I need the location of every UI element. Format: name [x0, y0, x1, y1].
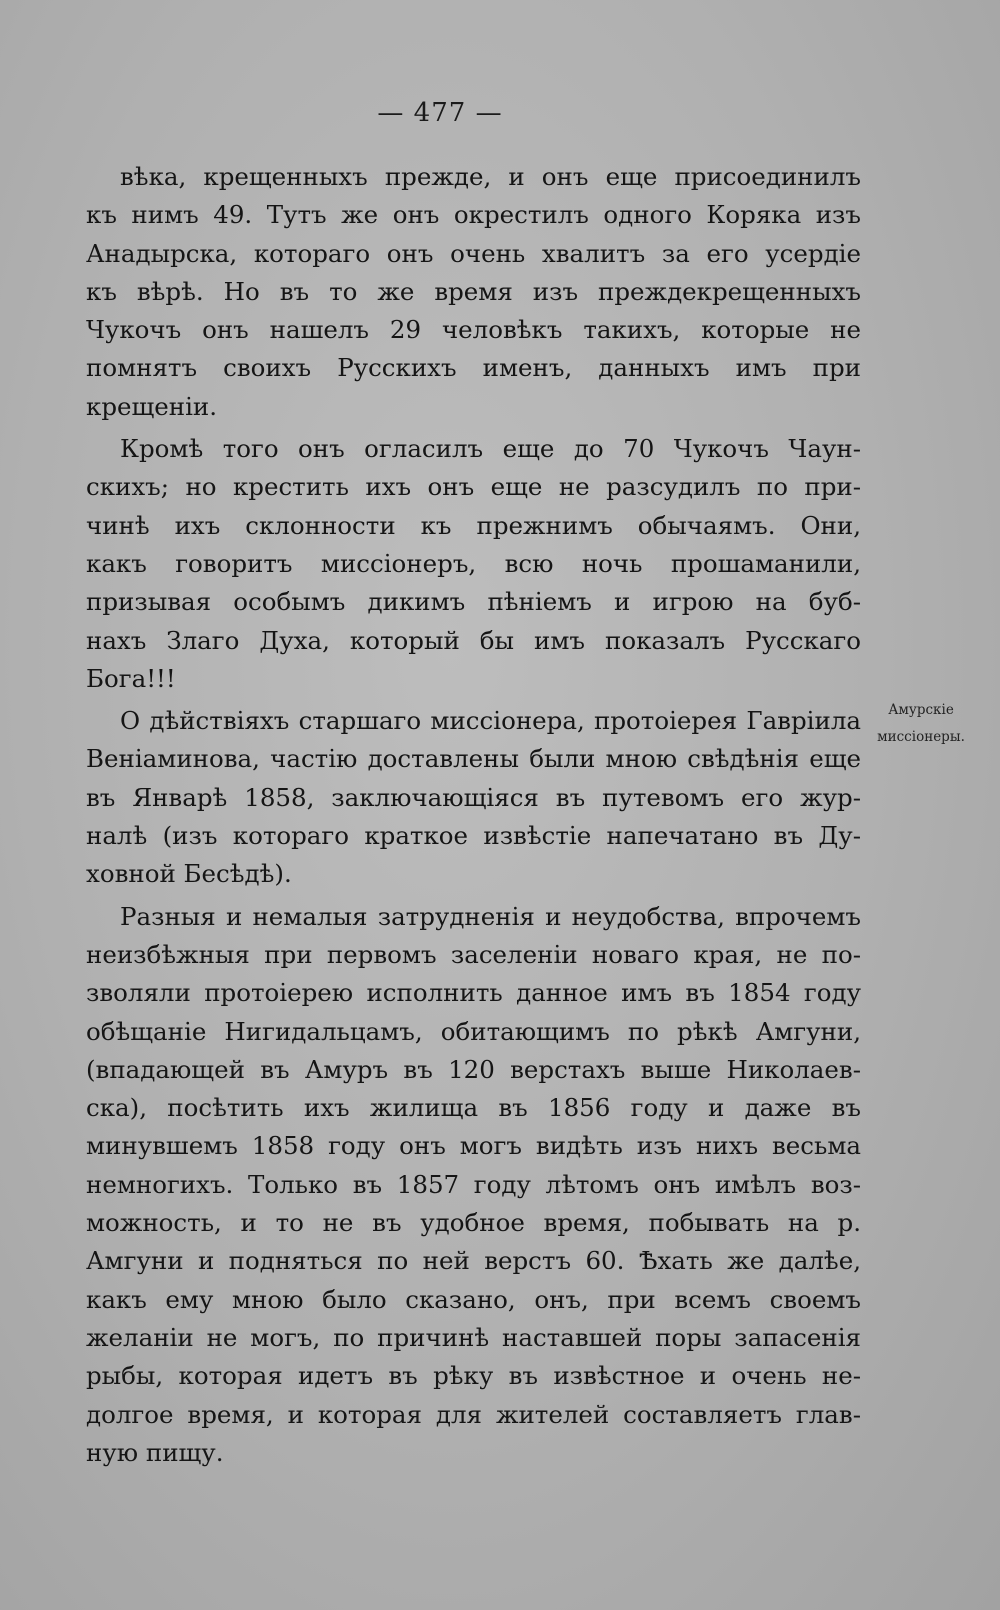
text-line: скихъ; но крестить ихъ онъ еще не разсудилъ по при-: [86, 472, 861, 502]
text-line: помнятъ своихъ Русскихъ именъ, данныхъ имъ при: [86, 353, 861, 383]
text-line: зволяли протоіерею исполнить данное имъ въ 1854 году: [86, 978, 861, 1008]
margin-note-line: Амурскіе: [888, 702, 954, 718]
text-line: Разныя и немалыя затрудненія и неудобства, впрочемъ: [120, 901, 861, 931]
text-line: Веніаминова, частію доставлены были мною свѣдѣнія еще: [86, 744, 861, 774]
text-line: неизбѣжныя при первомъ заселеніи новаго края, не по-: [86, 939, 861, 969]
margin-note: [861, 697, 981, 751]
text-line: Анадырска, котораго онъ очень хвалитъ за его усердіе: [86, 238, 861, 268]
text-line: О дѣйствіяхъ старшаго миссіонера, протоіерея Гавріила: [120, 706, 861, 736]
margin-note-line: миссіонеры.: [877, 729, 965, 745]
paragraph: [86, 158, 861, 426]
text-line: какъ ему мною было сказано, онъ, при всемъ своемъ: [86, 1284, 861, 1314]
text-line: въ Январѣ 1858, заключающіяся въ путевомъ его жур-: [86, 782, 861, 812]
paragraph: [86, 430, 861, 698]
text-line: Амгуни и подняться по ней верстъ 60. Ѣхать же далѣе,: [86, 1246, 861, 1276]
paragraph: [86, 898, 861, 1472]
text-line: Чукочъ онъ нашелъ 29 человѣкъ такихъ, которые не: [86, 315, 861, 345]
text-line: немногихъ. Только въ 1857 году лѣтомъ онъ имѣлъ воз-: [86, 1169, 861, 1199]
paragraph: [86, 702, 861, 893]
text-line: желаніи не могъ, по причинѣ наставшей поры запасенія: [86, 1322, 861, 1352]
text-line: призывая особымъ дикимъ пѣніемъ и игрою на буб-: [86, 587, 861, 617]
text-line: ховной Бесѣдѣ).: [86, 859, 292, 889]
text-line: (впадающей въ Амуръ въ 120 верстахъ выше Николаев-: [86, 1054, 861, 1084]
text-line: ска), посѣтить ихъ жилища въ 1856 году и даже въ: [86, 1093, 861, 1123]
page-number: — 477 —: [377, 98, 503, 128]
text-line: рыбы, которая идетъ въ рѣку въ извѣстное и очень не-: [86, 1361, 861, 1391]
text-line: ную пищу.: [86, 1437, 224, 1467]
text-line: чинѣ ихъ склонности къ прежнимъ обычаямъ. Они,: [86, 510, 861, 540]
text-line: вѣка, крещенныхъ прежде, и онъ еще присоединилъ: [120, 162, 861, 191]
text-line: можность, и то не въ удобное время, побывать на р.: [86, 1208, 861, 1238]
text-line: налѣ (изъ котораго краткое извѣстіе напечатано въ Ду-: [86, 821, 861, 851]
text-line: минувшемъ 1858 году онъ могъ видѣть изъ нихъ весьма: [86, 1131, 861, 1161]
text-line: къ вѣрѣ. Но въ то же время изъ преждекрещенныхъ: [86, 276, 861, 306]
text-line: долгое время, и которая для жителей составляетъ глав-: [86, 1399, 861, 1429]
text-line: къ нимъ 49. Тутъ же онъ окрестилъ одного Коряка изъ: [86, 200, 861, 230]
body-text: [86, 158, 861, 1476]
text-line: нахъ Злаго Духа, который бы имъ показалъ Русскаго: [86, 625, 861, 655]
text-line: крещеніи.: [86, 391, 218, 421]
text-line: Бога!!!: [86, 663, 176, 693]
text-line: какъ говоритъ миссіонеръ, всю ночь прошаманили,: [86, 548, 861, 578]
text-line: Кромѣ того онъ огласилъ еще до 70 Чукочъ Чаун-: [120, 434, 861, 464]
text-line: обѣщаніе Нигидальцамъ, обитающимъ по рѣкѣ Амгуни,: [86, 1016, 861, 1046]
